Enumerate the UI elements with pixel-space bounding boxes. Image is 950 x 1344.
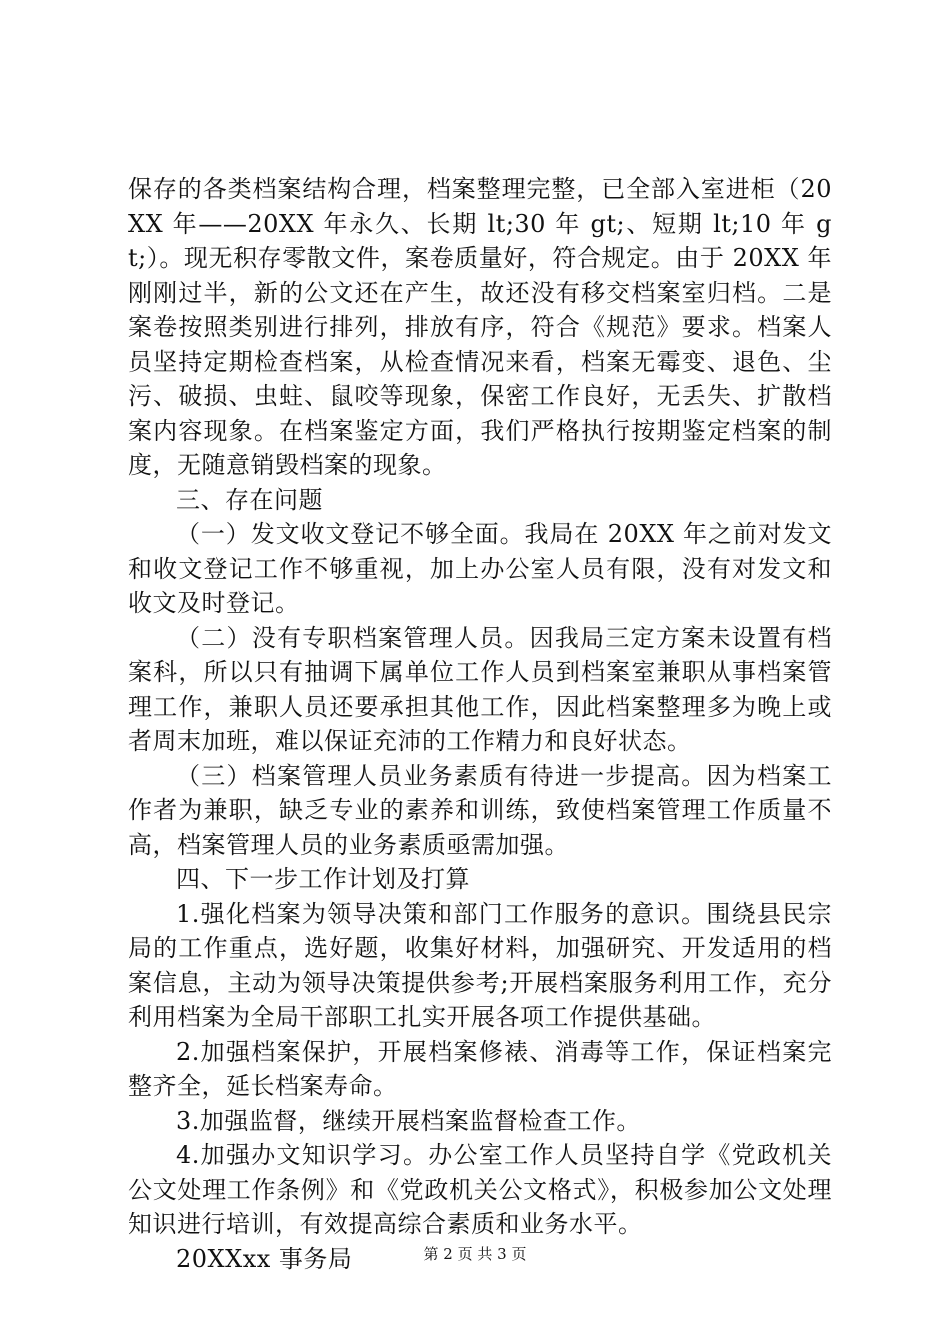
- paragraph-archive-status: 保存的各类档案结构合理，档案整理完整，已全部入室进柜（20XX 年——20XX 年永久、长期 lt;30 年 gt;、短期 lt;10 年 gt;）。现无积存零散文件，案卷质量好，符合规定。由于 20XX 年刚刚过半，新的公文还在产生，故还没有移交档案室归档。二是案卷按照类别进行排列，排放有序，符合《规范》要求。档案人员坚持定期检查档案，从检查情况来看，档案无霉变、退色、尘污、破损、虫蛀、鼠咬等现象，保密工作良好，无丢失、扩散档案内容现象。在档案鉴定方面，我们严格执行按期鉴定档案的制度，无随意销毁档案的现象。: [128, 175, 832, 479]
- plan-item-2: 2.加强档案保护，开展档案修裱、消毒等工作，保证档案完整齐全，延长档案寿命。: [128, 1037, 832, 1100]
- page-footer: [0, 1244, 950, 1264]
- page-number-label: 第 2 页 共 3 页: [423, 1245, 527, 1263]
- document-body: [128, 172, 832, 1276]
- problem-item-3: （三）档案管理人员业务素质有待进一步提高。因为档案工作者为兼职，缺乏专业的素养和训练，致使档案管理工作质量不高，档案管理人员的业务素质亟需加强。: [128, 761, 832, 859]
- problem-item-2: （二）没有专职档案管理人员。因我局三定方案未设置有档案科，所以只有抽调下属单位工作人员到档案室兼职从事档案管理工作，兼职人员还要承担其他工作，因此档案整理多为晚上或者周末加班，难以保证充沛的工作精力和良好状态。: [128, 623, 832, 755]
- signature-organization: 20XXxx 事务局: [176, 1244, 353, 1273]
- section-heading-next-steps: 四、下一步工作计划及打算: [176, 865, 470, 893]
- plan-item-3: 3.加强监督，继续开展档案监督检查工作。: [176, 1106, 641, 1135]
- plan-item-4: 4.加强办文知识学习。办公室工作人员坚持自学《党政机关公文处理工作条例》和《党政机关公文格式》，积极参加公文处理知识进行培训，有效提高综合素质和业务水平。: [128, 1141, 832, 1238]
- plan-item-1: 1.强化档案为领导决策和部门工作服务的意识。围绕县民宗局的工作重点，选好题，收集好材料，加强研究、开发适用的档案信息，主动为领导决策提供参考;开展档案服务利用工作，充分利用档案为全局干部职工扎实开展各项工作提供基础。: [128, 899, 832, 1031]
- section-heading-existing-problems: 三、存在问题: [176, 485, 323, 514]
- problem-item-1: （一）发文收文登记不够全面。我局在 20XX 年之前对发文和收文登记工作不够重视，加上办公室人员有限，没有对发文和收文及时登记。: [128, 520, 832, 617]
